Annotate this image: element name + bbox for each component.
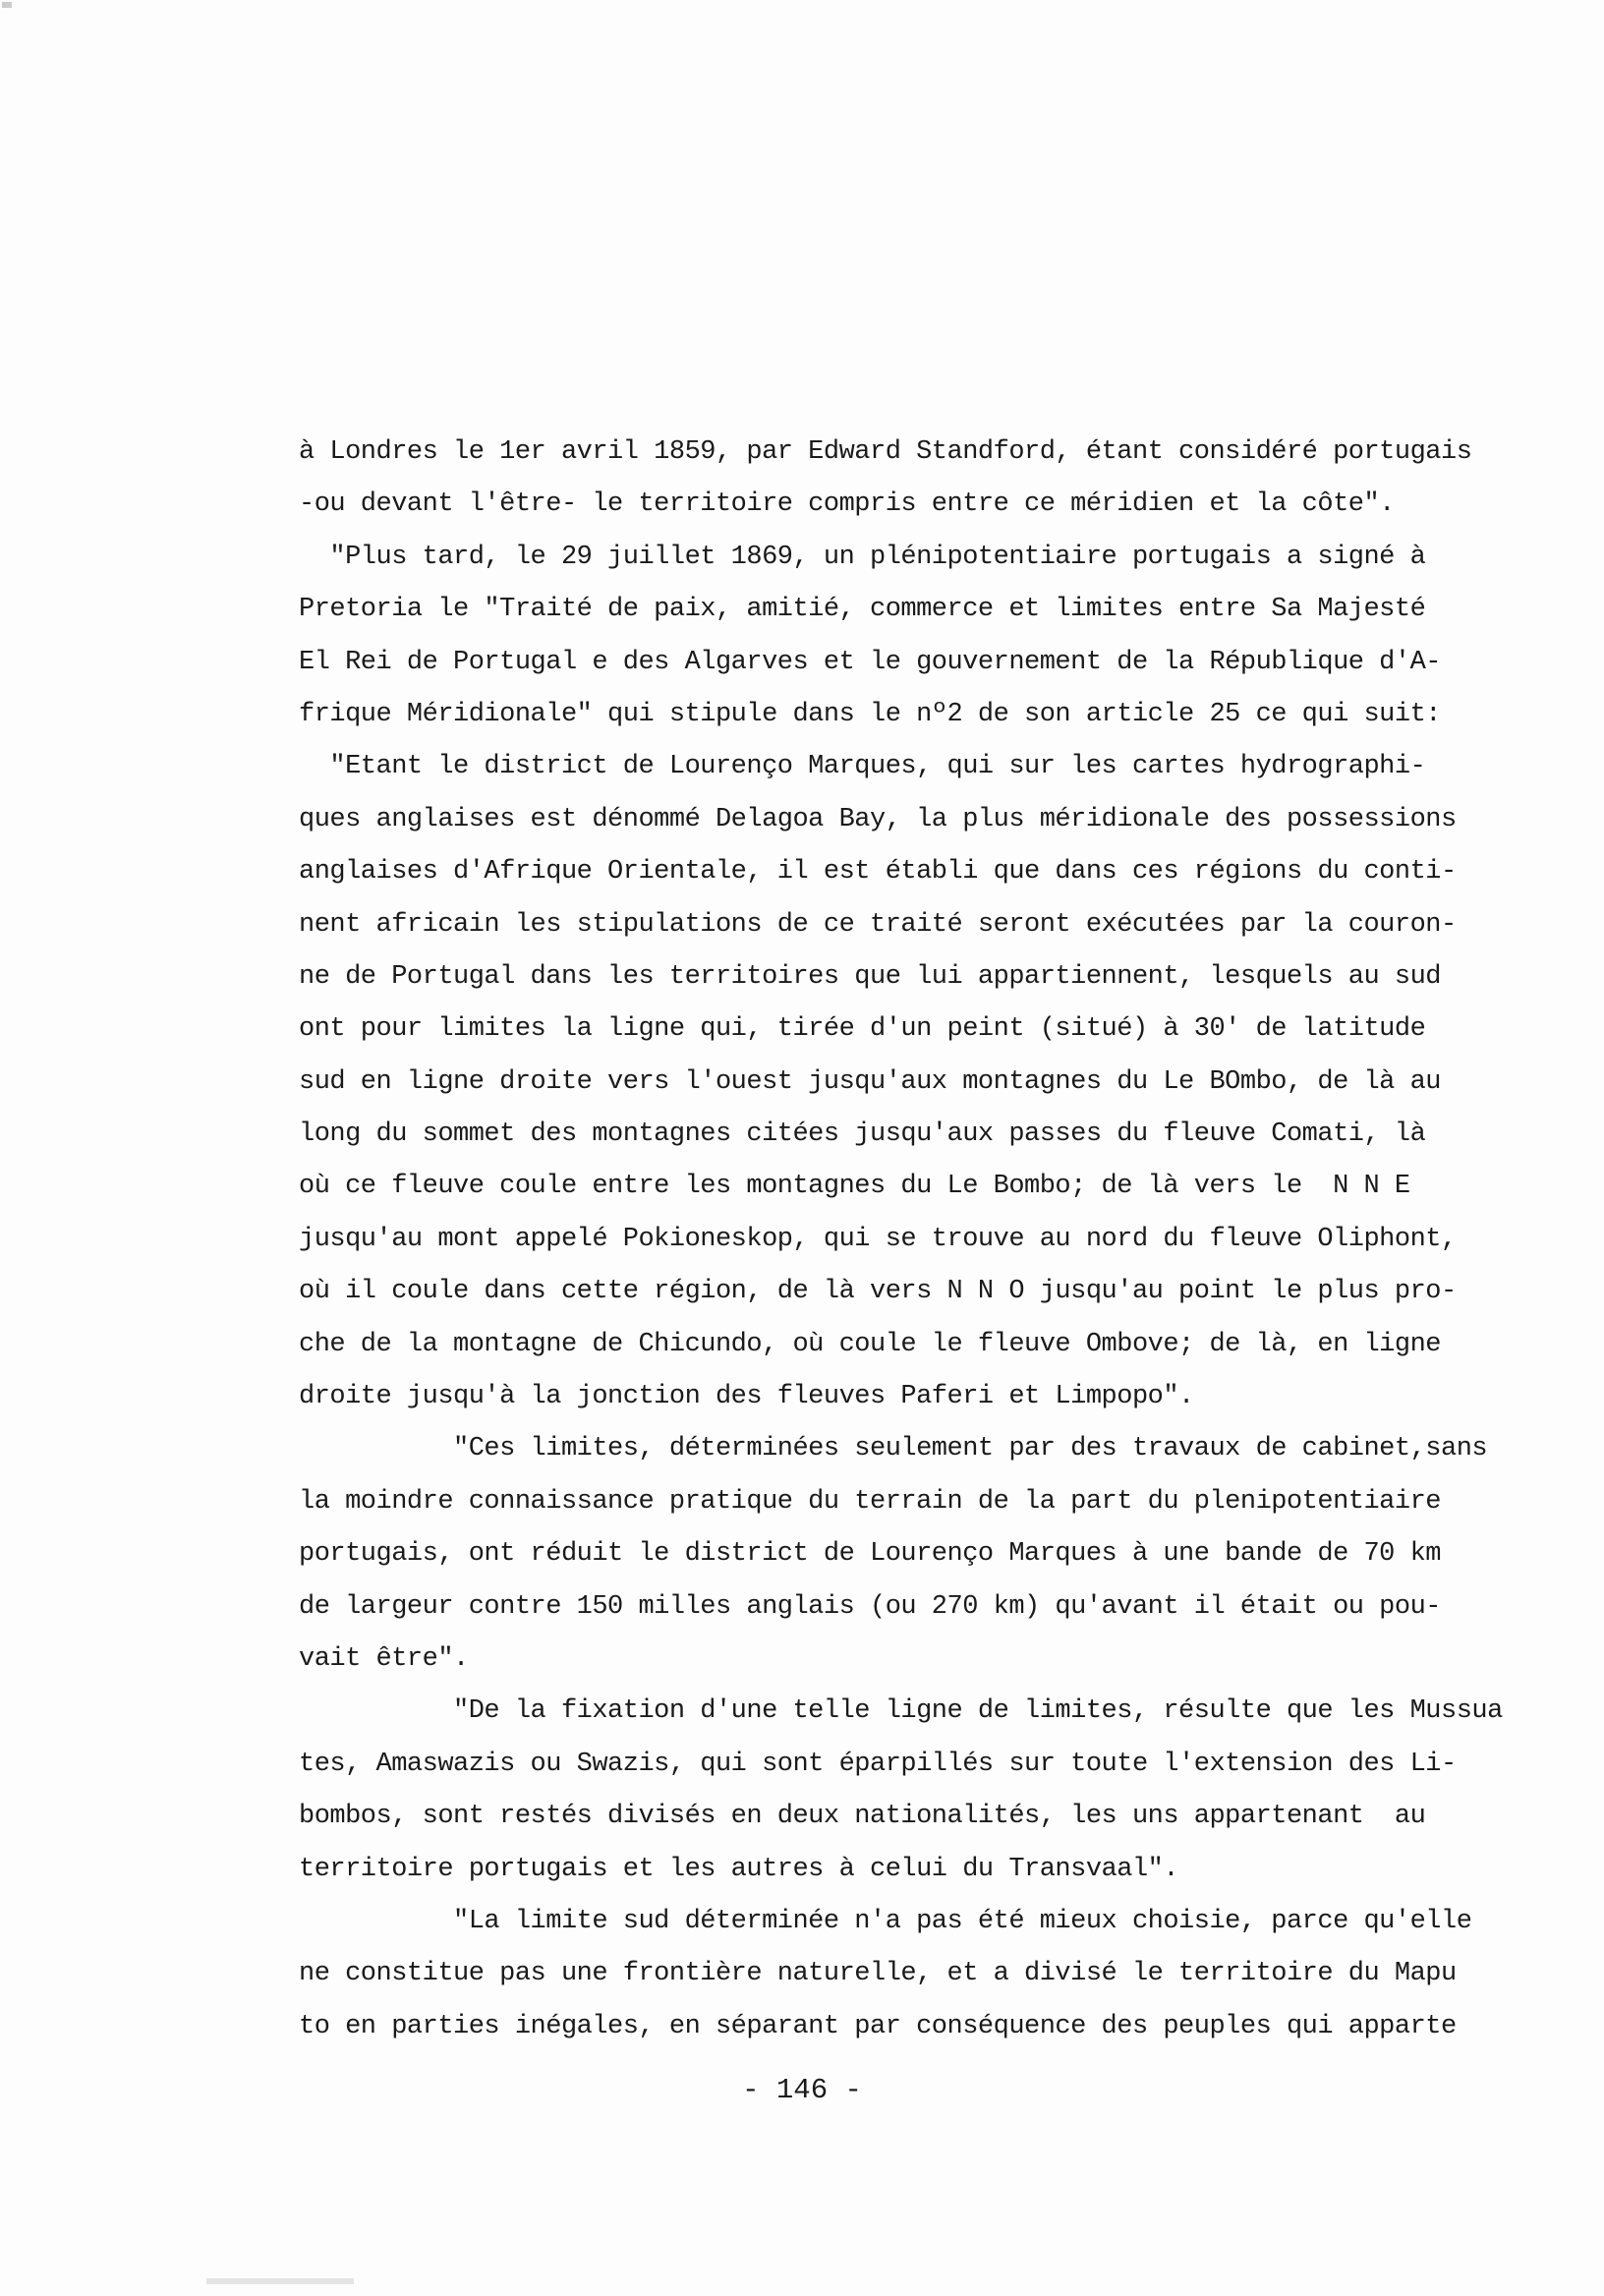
text-line: nent africain les stipulations de ce traité seront exécutées par la couron- [299, 909, 1457, 940]
text-line: -ou devant l'être- le territoire compris entre ce méridien et la côte". [299, 489, 1395, 520]
text-line: che de la montagne de Chicundo, où coule le fleuve Ombove; de là, en ligne [299, 1329, 1441, 1359]
text-line: ne constitue pas une frontière naturelle, et a divisé le territoire du Mapu [299, 1959, 1457, 1989]
text-line: où ce fleuve coule entre les montagnes du Le Bombo; de là vers le N N E [299, 1172, 1410, 1202]
text-line: El Rei de Portugal e des Algarves et le gouvernement de la République d'A- [299, 647, 1441, 677]
text-line: territoire portugais et les autres à celui du Transvaal". [299, 1854, 1179, 1884]
text-line: "Plus tard, le 29 juillet 1869, un plénipotentiaire portugais a signé à [299, 542, 1426, 572]
text-line: vait être". [299, 1643, 469, 1674]
text-line: to en parties inégales, en séparant par conséquence des peuples qui apparte [299, 2011, 1457, 2041]
text-line: sud en ligne droite vers l'ouest jusqu'aux montagnes du Le BOmbo, de là au [299, 1066, 1441, 1097]
text-line: où il coule dans cette région, de là vers N N O jusqu'au point le plus pro- [299, 1277, 1457, 1307]
text-line: jusqu'au mont appelé Pokioneskop, qui se trouve au nord du fleuve Oliphont, [299, 1224, 1457, 1254]
text-line: ques anglaises est dénommé Delagoa Bay, la plus méridionale des possessions [299, 804, 1457, 834]
text-line: tes, Amaswazis ou Swazis, qui sont éparpillés sur toute l'extension des Li- [299, 1749, 1457, 1779]
text-line: "Ces limites, déterminées seulement par des travaux de cabinet,sans [299, 1434, 1488, 1464]
text-line: bombos, sont restés divisés en deux nationalités, les uns appartenant au [299, 1802, 1426, 1832]
text-line: "De la fixation d'une telle ligne de limites, résulte que les Mussua [299, 1696, 1503, 1727]
text-line: anglaises d'Afrique Orientale, il est établi que dans ces régions du conti- [299, 857, 1457, 888]
page-number: - 146 - [742, 2074, 862, 2106]
body-text [299, 427, 1503, 2053]
text-line: frique Méridionale" qui stipule dans le nº2 de son article 25 ce qui suit: [299, 699, 1441, 729]
scan-artifact [2, 2, 12, 8]
text-line: "Etant le district de Lourenço Marques, qui sur les cartes hydrographi- [299, 752, 1426, 782]
text-line: ont pour limites la ligne qui, tirée d'un peint (situé) à 30' de latitude [299, 1014, 1426, 1045]
text-line: long du sommet des montagnes citées jusqu'aux passes du fleuve Comati, là [299, 1119, 1426, 1150]
text-line: à Londres le 1er avril 1859, par Edward Standford, étant considéré portugais [299, 437, 1472, 467]
text-line: portugais, ont réduit le district de Lourenço Marques à une bande de 70 km [299, 1539, 1441, 1570]
text-line: ne de Portugal dans les territoires que lui appartiennent, lesquels au sud [299, 961, 1441, 992]
text-line: Pretoria le "Traité de paix, amitié, commerce et limites entre Sa Majesté [299, 595, 1426, 625]
text-line: la moindre connaissance pratique du terrain de la part du plenipotentiaire [299, 1486, 1441, 1517]
text-line: de largeur contre 150 milles anglais (ou 270 km) qu'avant il était ou pou- [299, 1591, 1441, 1622]
text-line: droite jusqu'à la jonction des fleuves Paferi et Limpopo". [299, 1382, 1194, 1412]
scan-artifact [206, 2278, 354, 2284]
text-line: "La limite sud déterminée n'a pas été mieux choisie, parce qu'elle [299, 1906, 1472, 1936]
